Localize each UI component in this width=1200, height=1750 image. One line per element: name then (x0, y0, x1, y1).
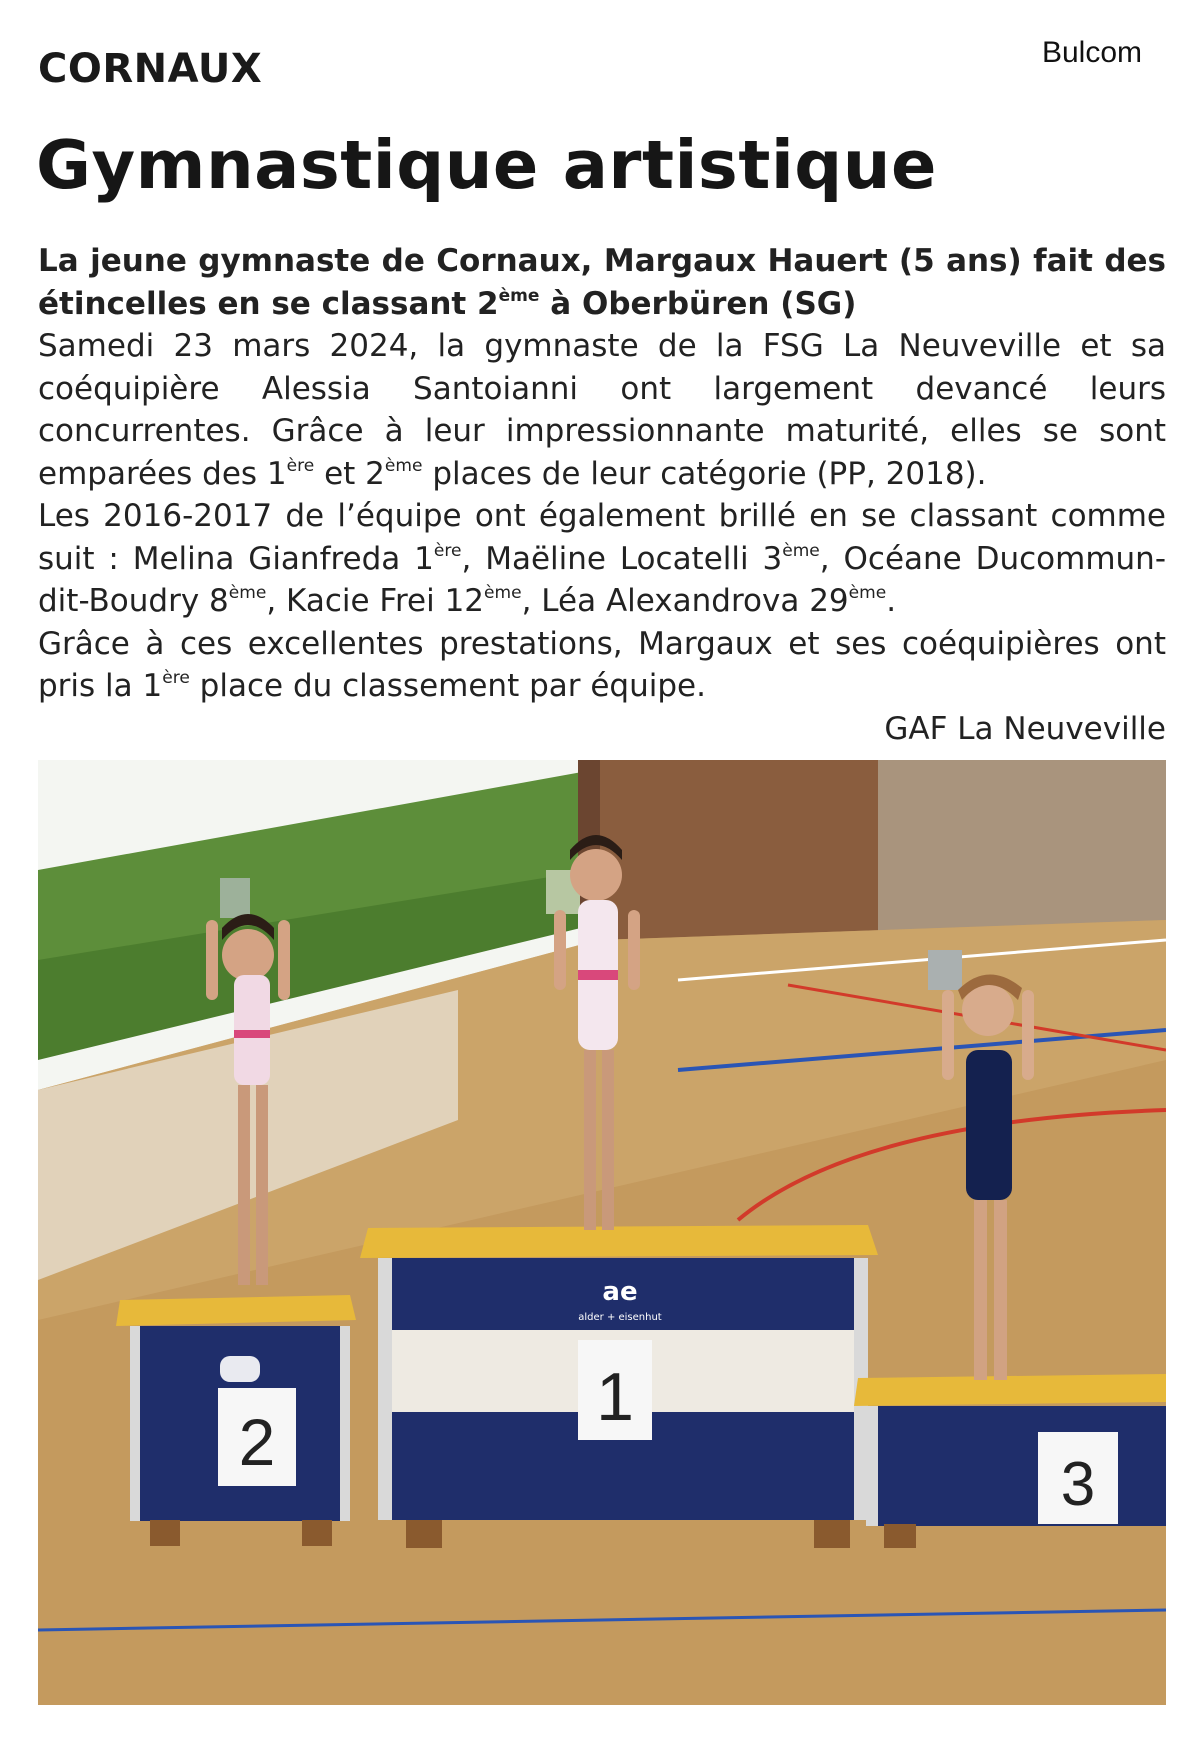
podium-brand-logo: ae (602, 1277, 638, 1307)
paragraph-3 (38, 623, 1166, 708)
p1-text-b: et 2 (314, 455, 385, 492)
p1-text-c: places de leur catégorie (PP, 2018). (422, 455, 987, 492)
p3-text-b: place du classement par équipe. (189, 668, 706, 704)
lead-text-end: à Oberbüren (SG) (539, 285, 857, 322)
podium-step-3 (854, 1374, 1166, 1548)
podium-photo-illustration (38, 760, 1166, 1705)
podium-step-2 (116, 1295, 356, 1546)
p2-text-a: Les 2016-2017 de l’équipe ont également brillé en se classant comme suit : Melina Gianfreda 1 (38, 498, 1166, 577)
podium-photo (38, 760, 1166, 1705)
podium-step-1 (360, 1225, 878, 1548)
p2-text-e: , Léa Alexandrova 29 (521, 583, 849, 619)
p3-text-a: Grâce à ces excellentes prestations, Margaux et ses coéquipières ont pris la 1 (38, 625, 1166, 704)
p2-text-c: , Océane Ducommun-dit-Boudry 8 (38, 540, 1167, 619)
p1-text-a: Samedi 23 mars 2024, la gymnaste de la FSG La Neuveville et sa coéquipière Alessia Santoianni ont largement devancé leurs concurrentes. Grâce à leur impressionnante maturité, elles se sont emparées des 1 (38, 328, 1166, 492)
article-signature: GAF La Neuveville (884, 710, 1166, 747)
p2-ordinal-a: ère (433, 540, 462, 561)
p2-ordinal-b: ème (782, 540, 820, 561)
p2-text-d: , Kacie Frei 12 (266, 583, 485, 619)
lead-text: La jeune gymnaste de Cornaux, Margaux Hauert (5 ans) fait des étincelles en se classant 2 (38, 243, 1166, 322)
article-title: Gymnastique artistique (36, 126, 937, 204)
article-lead (38, 240, 1166, 325)
p1-ordinal-b: ème (384, 455, 423, 476)
p2-ordinal-c: ème (228, 583, 267, 604)
p1-ordinal-a: ère (286, 455, 315, 476)
p2-text-f: . (886, 583, 897, 619)
p2-ordinal-d: ème (484, 583, 522, 604)
p3-ordinal-a: ère (162, 668, 190, 689)
podium-number-3: 3 (1060, 1450, 1096, 1519)
place-kicker: CORNAUX (38, 46, 263, 92)
p2-text-b: , Maëline Locatelli 3 (461, 540, 783, 577)
article-body (38, 240, 1166, 750)
lead-ordinal: ème (498, 285, 540, 306)
source-credit: Bulcom (1041, 36, 1142, 69)
podium-brand-text: alder + eisenhut (578, 1312, 662, 1323)
paragraph-2 (38, 495, 1166, 623)
p2-ordinal-e: ème (848, 583, 887, 604)
podium-number-1: 1 (596, 1359, 634, 1435)
podium-number-2: 2 (238, 1405, 276, 1479)
paragraph-1 (38, 325, 1166, 495)
